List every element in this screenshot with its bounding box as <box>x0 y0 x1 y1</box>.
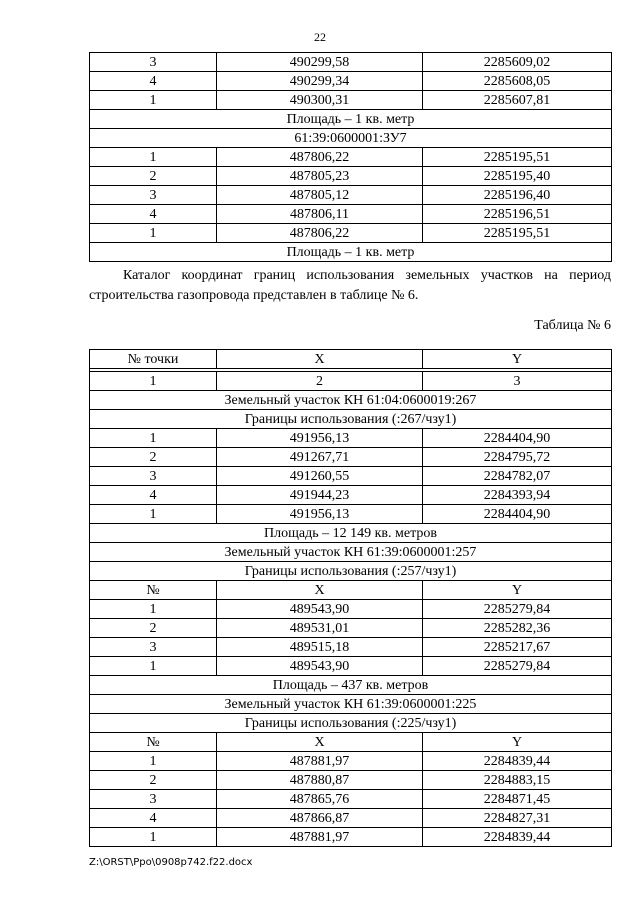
y-coordinate-cell: 2284795,72 <box>423 448 612 467</box>
catalog-paragraph: Каталог координат границ использования земельных участков на период строительства газопровода представлен в таблице № 6. <box>89 268 611 303</box>
point-number-cell: 1 <box>90 224 217 243</box>
x-coordinate-cell: 489531,01 <box>217 619 423 638</box>
table-row <box>90 186 612 205</box>
section-cell: Площадь – 12 149 кв. метров <box>90 524 612 543</box>
point-number-cell: 3 <box>90 53 217 72</box>
x-coordinate-cell: 487881,97 <box>217 828 423 847</box>
x-coordinate-cell: 489543,90 <box>217 657 423 676</box>
x-coordinate-cell: X <box>217 733 423 752</box>
point-number-cell: 4 <box>90 205 217 224</box>
x-coordinate-cell: 491260,55 <box>217 467 423 486</box>
x-coordinate-cell: 487881,97 <box>217 752 423 771</box>
point-number-cell: 4 <box>90 809 217 828</box>
y-coordinate-cell: 2285196,51 <box>423 205 612 224</box>
y-coordinate-cell: 2284393,94 <box>423 486 612 505</box>
x-coordinate-cell: 487806,22 <box>217 224 423 243</box>
point-number-cell: № <box>90 733 217 752</box>
table-section-row <box>90 562 612 581</box>
coordinates-table-6 <box>89 349 612 847</box>
section-cell: Границы использования (:257/чзу1) <box>90 562 612 581</box>
section-cell: Площадь – 437 кв. метров <box>90 676 612 695</box>
table-row <box>90 505 612 524</box>
y-coordinate-cell: 2285607,81 <box>423 91 612 110</box>
table-row <box>90 167 612 186</box>
point-number-cell: 4 <box>90 486 217 505</box>
section-cell: Границы использования (:267/чзу1) <box>90 410 612 429</box>
table-section-row <box>90 543 612 562</box>
y-coordinate-cell: 2285195,51 <box>423 224 612 243</box>
section-cell: Площадь – 1 кв. метр <box>90 243 612 262</box>
point-number-cell: 2 <box>90 167 217 186</box>
x-coordinate-cell: 490299,34 <box>217 72 423 91</box>
table-row <box>90 486 612 505</box>
point-number-cell: 3 <box>90 467 217 486</box>
x-coordinate-cell: 487880,87 <box>217 771 423 790</box>
y-coordinate-cell: Y <box>423 581 612 600</box>
section-cell: Земельный участок КН 61:39:0600001:257 <box>90 543 612 562</box>
point-number-cell: 3 <box>90 638 217 657</box>
y-coordinate-cell: 2285279,84 <box>423 600 612 619</box>
x-coordinate-cell: 490299,58 <box>217 53 423 72</box>
table-row <box>90 657 612 676</box>
y-coordinate-cell: 3 <box>423 372 612 391</box>
table-row <box>90 91 612 110</box>
table-section-row <box>90 243 612 262</box>
point-number-cell: 3 <box>90 790 217 809</box>
table-row <box>90 205 612 224</box>
table-row <box>90 72 612 91</box>
y-coordinate-cell: 2284827,31 <box>423 809 612 828</box>
point-number-cell: 2 <box>90 448 217 467</box>
x-coordinate-cell: 491956,13 <box>217 429 423 448</box>
x-coordinate-cell: 2 <box>217 372 423 391</box>
table-row <box>90 771 612 790</box>
y-coordinate-cell: 2285195,51 <box>423 148 612 167</box>
point-number-cell: № точки <box>90 350 217 369</box>
point-number-cell: 1 <box>90 600 217 619</box>
table-section-row <box>90 129 612 148</box>
table-caption: Таблица № 6 <box>534 318 611 333</box>
y-coordinate-cell: 2284871,45 <box>423 790 612 809</box>
point-number-cell: 1 <box>90 828 217 847</box>
table-row <box>90 600 612 619</box>
table-row <box>90 224 612 243</box>
y-coordinate-cell: 2285196,40 <box>423 186 612 205</box>
y-coordinate-cell: Y <box>423 733 612 752</box>
table-row <box>90 581 612 600</box>
y-coordinate-cell: 2284404,90 <box>423 505 612 524</box>
point-number-cell: 1 <box>90 657 217 676</box>
point-number-cell: 1 <box>90 429 217 448</box>
point-number-cell: 4 <box>90 72 217 91</box>
table-section-row <box>90 524 612 543</box>
y-coordinate-cell: 2285217,67 <box>423 638 612 657</box>
y-coordinate-cell: 2285608,05 <box>423 72 612 91</box>
x-coordinate-cell: X <box>217 581 423 600</box>
y-coordinate-cell: 2285282,36 <box>423 619 612 638</box>
table-section-row <box>90 676 612 695</box>
x-coordinate-cell: X <box>217 350 423 369</box>
section-cell: Границы использования (:225/чзу1) <box>90 714 612 733</box>
table-row <box>90 148 612 167</box>
x-coordinate-cell: 489543,90 <box>217 600 423 619</box>
table-section-row <box>90 110 612 129</box>
x-coordinate-cell: 487806,11 <box>217 205 423 224</box>
y-coordinate-cell: 2285279,84 <box>423 657 612 676</box>
x-coordinate-cell: 491267,71 <box>217 448 423 467</box>
point-number-cell: 1 <box>90 372 217 391</box>
footer-file-path: Z:\ORST\Ppo\0908p742.f22.docx <box>89 857 253 868</box>
table-row <box>90 809 612 828</box>
table-row <box>90 350 612 369</box>
section-cell: 61:39:0600001:ЗУ7 <box>90 129 612 148</box>
x-coordinate-cell: 489515,18 <box>217 638 423 657</box>
x-coordinate-cell: 487866,87 <box>217 809 423 828</box>
y-coordinate-cell: 2284404,90 <box>423 429 612 448</box>
table-section-row <box>90 410 612 429</box>
table-row <box>90 53 612 72</box>
point-number-cell: 2 <box>90 619 217 638</box>
table-row <box>90 448 612 467</box>
table-section-row <box>90 695 612 714</box>
table-row <box>90 638 612 657</box>
point-number-cell: 1 <box>90 91 217 110</box>
x-coordinate-cell: 487805,12 <box>217 186 423 205</box>
x-coordinate-cell: 490300,31 <box>217 91 423 110</box>
table-section-row <box>90 391 612 410</box>
coordinates-table-continued <box>89 52 612 262</box>
point-number-cell: 3 <box>90 186 217 205</box>
x-coordinate-cell: 487805,23 <box>217 167 423 186</box>
table-row <box>90 619 612 638</box>
x-coordinate-cell: 491944,23 <box>217 486 423 505</box>
section-cell: Земельный участок КН 61:39:0600001:225 <box>90 695 612 714</box>
section-cell: Земельный участок КН 61:04:0600019:267 <box>90 391 612 410</box>
x-coordinate-cell: 491956,13 <box>217 505 423 524</box>
table-row <box>90 790 612 809</box>
y-coordinate-cell: 2284782,07 <box>423 467 612 486</box>
section-cell: Площадь – 1 кв. метр <box>90 110 612 129</box>
y-coordinate-cell: 2284839,44 <box>423 752 612 771</box>
x-coordinate-cell: 487806,22 <box>217 148 423 167</box>
y-coordinate-cell: 2285609,02 <box>423 53 612 72</box>
table-section-row <box>90 714 612 733</box>
point-number-cell: 1 <box>90 505 217 524</box>
table-row <box>90 467 612 486</box>
point-number-cell: 1 <box>90 752 217 771</box>
y-coordinate-cell: 2284839,44 <box>423 828 612 847</box>
x-coordinate-cell: 487865,76 <box>217 790 423 809</box>
table-row <box>90 828 612 847</box>
y-coordinate-cell: 2284883,15 <box>423 771 612 790</box>
point-number-cell: 2 <box>90 771 217 790</box>
point-number-cell: 1 <box>90 148 217 167</box>
page-number: 22 <box>314 30 326 44</box>
table-row <box>90 429 612 448</box>
y-coordinate-cell: Y <box>423 350 612 369</box>
y-coordinate-cell: 2285195,40 <box>423 167 612 186</box>
table-row <box>90 752 612 771</box>
table-row <box>90 372 612 391</box>
point-number-cell: № <box>90 581 217 600</box>
table-row <box>90 733 612 752</box>
